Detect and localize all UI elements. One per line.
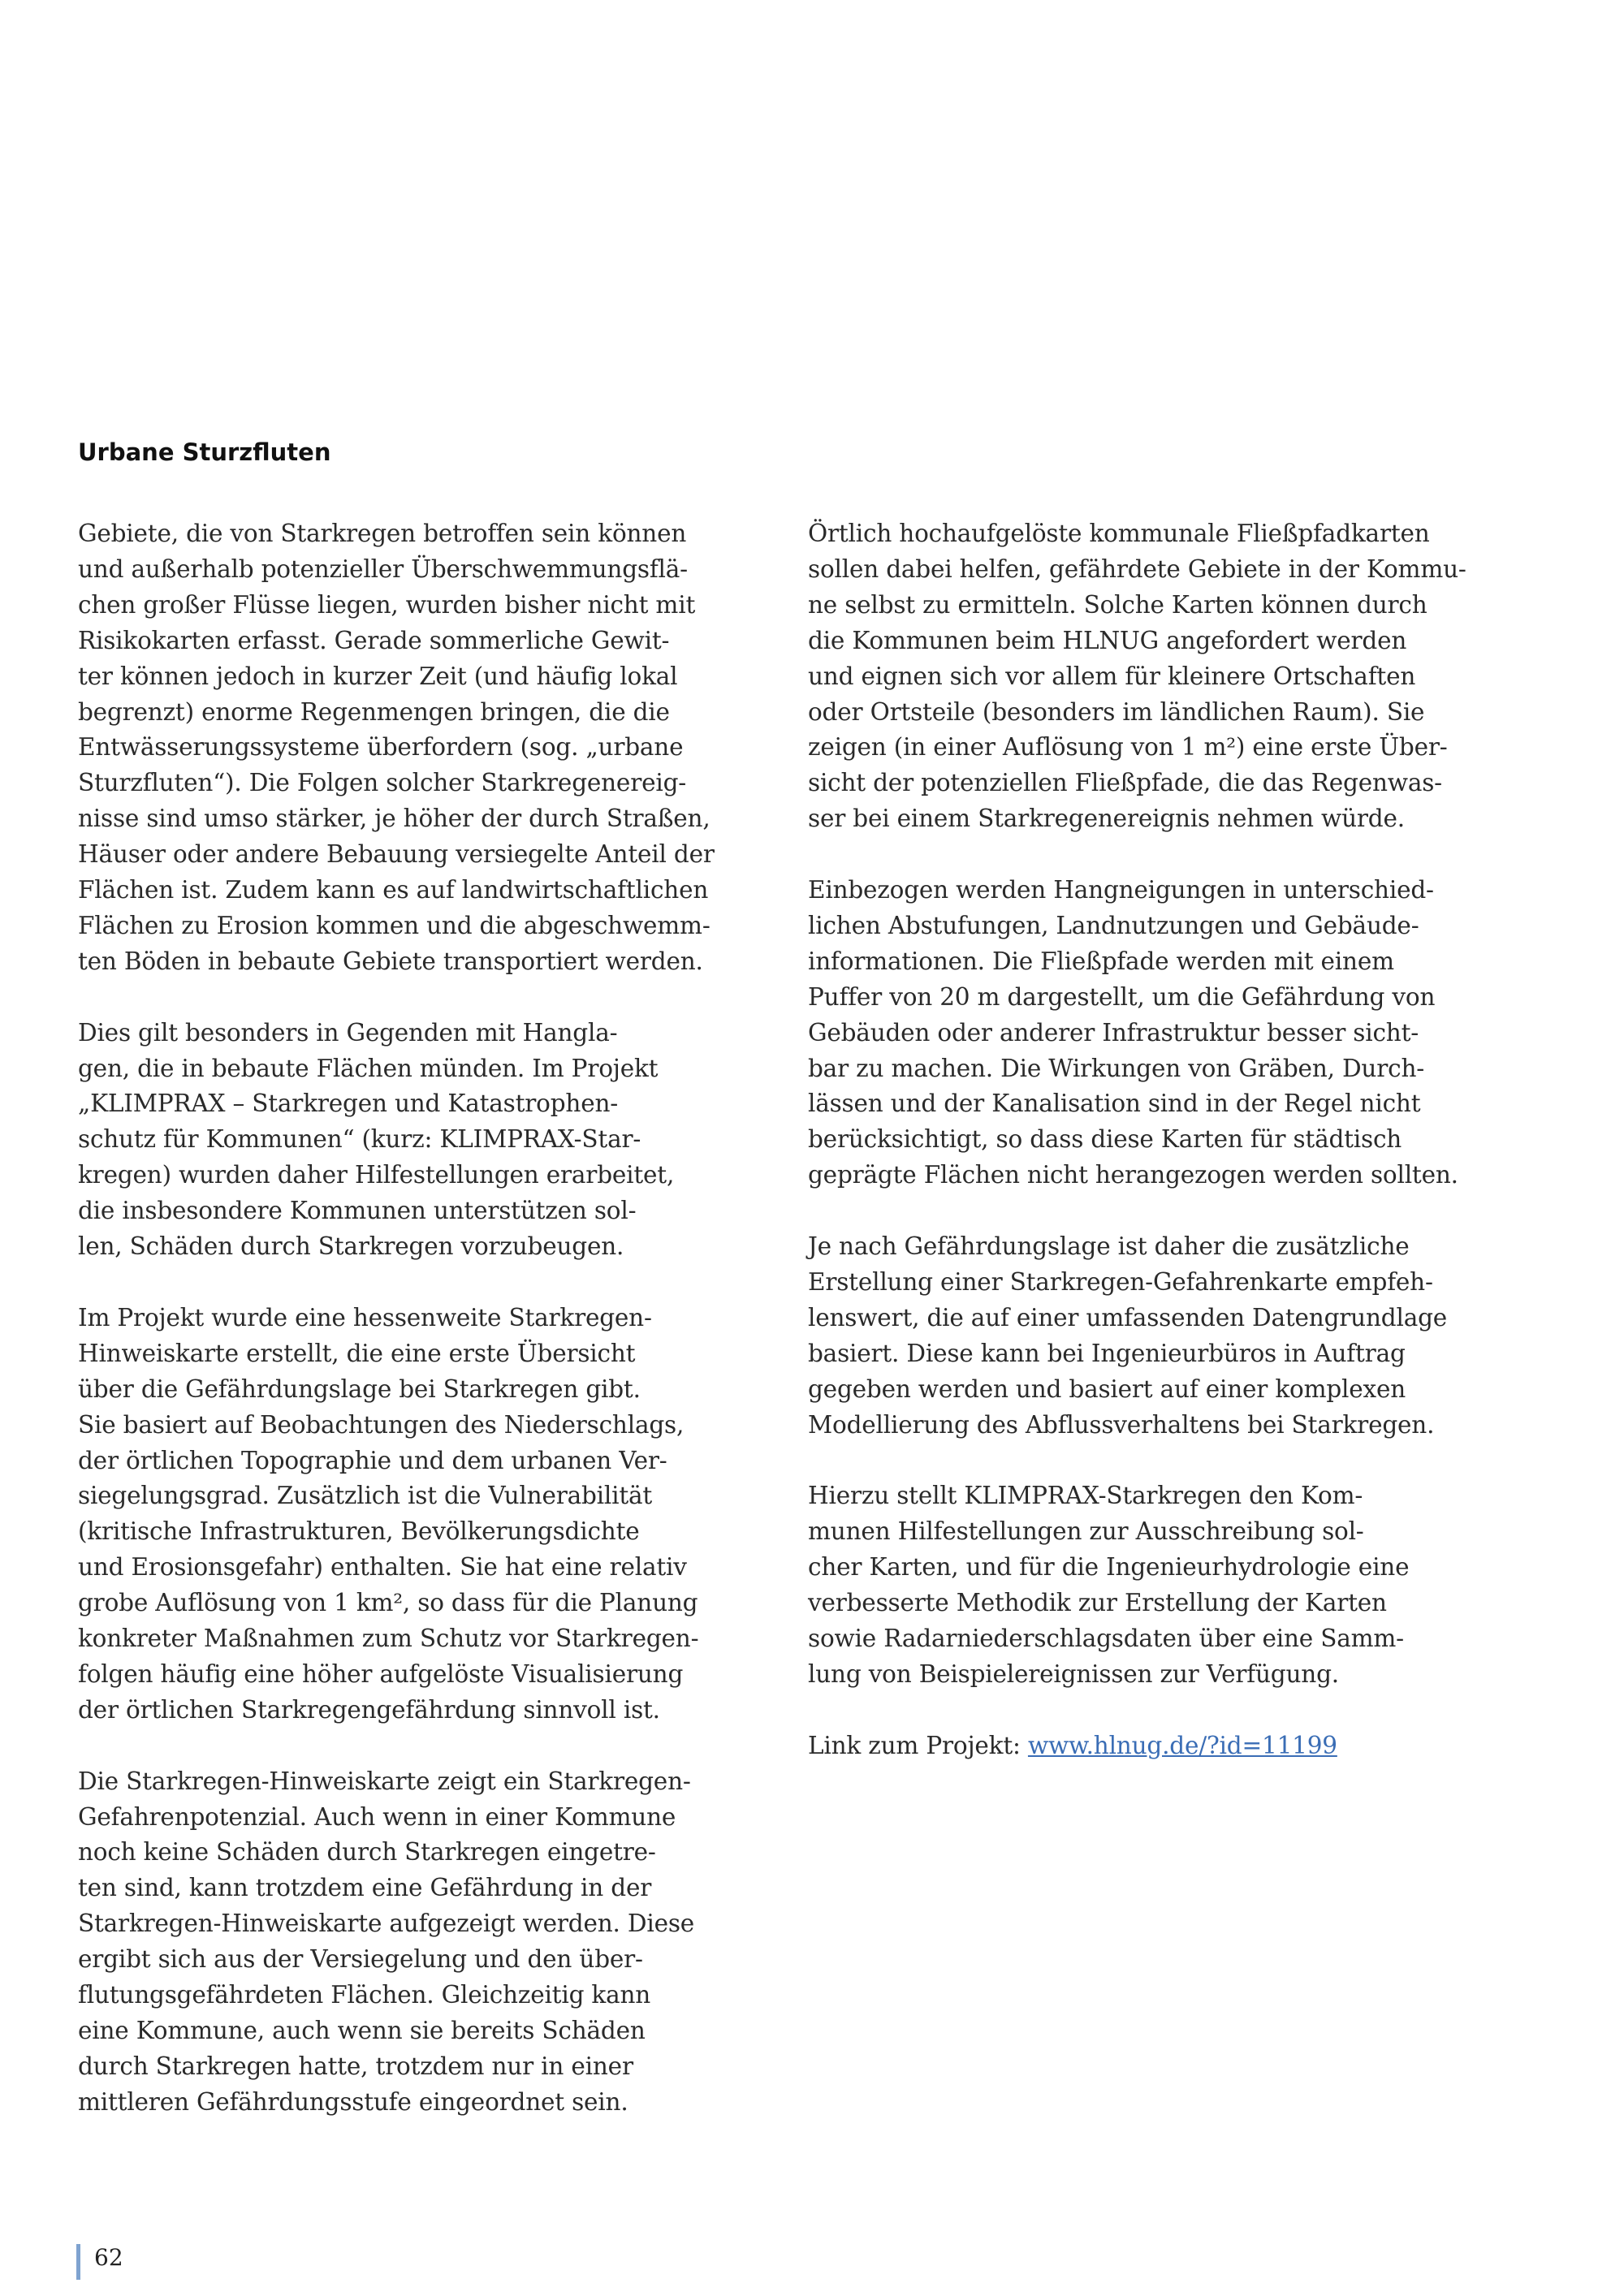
text-line: verbesserte Methodik zur Erstellung der Karten (808, 1589, 1387, 1617)
text-line: Risikokarten erfasst. Gerade sommerliche Gewit- (78, 626, 670, 654)
text-line: „KLIMPRAX – Starkregen und Katastrophen- (78, 1090, 619, 1118)
text-line: noch keine Schäden durch Starkregen eingetre- (78, 1838, 656, 1867)
text-line: lässen und der Kanalisation sind in der Regel nicht (808, 1090, 1421, 1118)
text-line: Modellierung des Abflussverhaltens bei Starkregen. (808, 1410, 1435, 1439)
text-line: Flächen ist. Zudem kann es auf landwirtschaftlichen (78, 876, 709, 904)
text-line: ergibt sich aus der Versiegelung und den über- (78, 1945, 643, 1974)
text-line: über die Gefährdungslage bei Starkregen gibt. (78, 1375, 641, 1403)
text-line: Gebiete, die von Starkregen betroffen sein können (78, 520, 687, 547)
text-line: Hierzu stellt KLIMPRAX-Starkregen den Kom- (808, 1482, 1363, 1510)
text-line: die Kommunen beim HLNUG angefordert werden (808, 626, 1407, 654)
text-line: munen Hilfestellungen zur Ausschreibung sol- (808, 1517, 1364, 1546)
text-line: mittleren Gefährdungsstufe eingeordnet sein. (78, 2087, 628, 2116)
text-line: begrenzt) enorme Regenmengen bringen, die die (78, 697, 670, 726)
text-line: eine Kommune, auch wenn sie bereits Schäden (78, 2017, 646, 2045)
text-line: ten sind, kann trotzdem eine Gefährdung in der (78, 1874, 652, 1902)
text-line: und Erosionsgefahr) enthalten. Sie hat eine relativ (78, 1553, 687, 1582)
text-line: ser bei einem Starkregenereignis nehmen würde. (808, 805, 1405, 833)
text-line: Sie basiert auf Beobachtungen des Niederschlags, (78, 1410, 685, 1439)
text-line: siegelungsgrad. Zusätzlich ist die Vulnerabilität (78, 1482, 653, 1510)
text-line: berücksichtigt, so dass diese Karten für städtisch (808, 1125, 1402, 1154)
text-line: lung von Beispielereignissen zur Verfügung. (808, 1659, 1339, 1688)
text-line: ne selbst zu ermitteln. Solche Karten können durch (808, 590, 1427, 619)
right-paragraph (808, 1229, 1522, 1443)
text-line: Örtlich hochaufgelöste kommunale Fließpfadkarten (808, 520, 1430, 547)
text-line: und eignen sich vor allem für kleinere Ortschaften (808, 662, 1416, 690)
page-number-bar (76, 2244, 80, 2280)
project-link-label: Link zum Projekt: (808, 1731, 1028, 1759)
text-line: ter können jedoch in kurzer Zeit (und häufig lokal (78, 662, 678, 690)
right-paragraph (808, 1478, 1522, 1692)
text-line: Je nach Gefährdungslage ist daher die zusätzliche (808, 1232, 1410, 1261)
text-line: geprägte Flächen nicht herangezogen werden sollten. (808, 1161, 1458, 1189)
right-paragraph (808, 873, 1522, 1193)
text-line: Flächen zu Erosion kommen und die abgeschwemm- (78, 911, 710, 939)
left-column (78, 516, 793, 2156)
text-line: Im Projekt wurde eine hessenweite Starkregen- (78, 1303, 652, 1331)
text-line: Sturzfluten“). Die Folgen solcher Starkregenereig- (78, 769, 687, 797)
text-line: und außerhalb potenzieller Überschwemmungsflä- (78, 555, 688, 583)
text-line: len, Schäden durch Starkregen vorzubeugen. (78, 1232, 624, 1261)
text-line: die insbesondere Kommunen unterstützen sol- (78, 1197, 637, 1225)
text-line: Gefahrenpotenzial. Auch wenn in einer Kommune (78, 1802, 676, 1831)
text-line: grobe Auflösung von 1 km², so dass für die Planung (78, 1589, 698, 1617)
text-line: der örtlichen Starkregengefährdung sinnvoll ist. (78, 1695, 660, 1724)
text-line: chen großer Flüsse liegen, wurden bisher nicht mit (78, 590, 696, 619)
text-line: zeigen (in einer Auflösung von 1 m²) eine erste Über- (808, 733, 1448, 762)
text-line: sowie Radarniederschlagsdaten über eine Samm- (808, 1625, 1404, 1653)
text-line: sollen dabei helfen, gefährdete Gebiete in der Kommu- (808, 555, 1466, 583)
text-line: nisse sind umso stärker, je höher der durch Straßen, (78, 805, 710, 833)
text-line: flutungsgefährdeten Flächen. Gleichzeitig kann (78, 1981, 651, 2009)
left-paragraph (78, 516, 793, 980)
text-line: lenswert, die auf einer umfassenden Datengrundlage (808, 1303, 1448, 1331)
project-link-paragraph (808, 1728, 1522, 1764)
page-number: 62 (94, 2244, 123, 2271)
text-line: der örtlichen Topographie und dem urbanen Ver- (78, 1446, 667, 1474)
text-line: gen, die in bebaute Flächen münden. Im Projekt (78, 1054, 659, 1082)
text-line: informationen. Die Fließpfade werden mit einem (808, 947, 1394, 975)
text-line: konkreter Maßnahmen zum Schutz vor Starkregen- (78, 1625, 699, 1653)
text-line: ten Böden in bebaute Gebiete transportiert werden. (78, 947, 703, 975)
text-line: Häuser oder andere Bebauung versiegelte Anteil der (78, 840, 715, 869)
section-heading: Urbane Sturzfluten (78, 438, 331, 466)
text-line: Hinweiskarte erstellt, die eine erste Übersicht (78, 1339, 636, 1367)
text-line: oder Ortsteile (besonders im ländlichen Raum). Sie (808, 697, 1425, 726)
text-line: sicht der potenziellen Fließpfade, die das Regenwas- (808, 769, 1442, 797)
right-column (808, 516, 1522, 1800)
text-line: durch Starkregen hatte, trotzdem nur in einer (78, 2052, 633, 2080)
text-line: basiert. Diese kann bei Ingenieurbüros in Auftrag (808, 1339, 1406, 1367)
text-line: Starkregen-Hinweiskarte aufgezeigt werden. Diese (78, 1910, 695, 1938)
left-paragraph (78, 1301, 793, 1728)
left-paragraph (78, 1764, 793, 2121)
text-line: (kritische Infrastrukturen, Bevölkerungsdichte (78, 1517, 640, 1546)
text-line: Erstellung einer Starkregen-Gefahrenkarte empfeh- (808, 1268, 1433, 1296)
text-line: Gebäuden oder anderer Infrastruktur besser sicht- (808, 1018, 1419, 1047)
text-line: Puffer von 20 m dargestellt, um die Gefährdung von (808, 982, 1436, 1011)
text-line: Einbezogen werden Hangneigungen in unterschied- (808, 876, 1434, 904)
right-paragraph (808, 516, 1522, 837)
text-line: Dies gilt besonders in Gegenden mit Hangla- (78, 1018, 618, 1047)
text-line: bar zu machen. Die Wirkungen von Gräben, Durch- (808, 1054, 1425, 1082)
left-paragraph (78, 1016, 793, 1265)
text-line: Die Starkregen-Hinweiskarte zeigt ein Starkregen- (78, 1767, 691, 1795)
text-line: gegeben werden und basiert auf einer komplexen (808, 1375, 1406, 1403)
text-line: Entwässerungssysteme überfordern (sog. „urbane (78, 733, 684, 762)
text-line: kregen) wurden daher Hilfestellungen erarbeitet, (78, 1161, 675, 1189)
project-link[interactable]: www.hlnug.de/?id=11199 (1027, 1731, 1337, 1759)
text-line: lichen Abstufungen, Landnutzungen und Gebäude- (808, 911, 1419, 939)
text-line: schutz für Kommunen“ (kurz: KLIMPRAX-Star- (78, 1125, 641, 1154)
text-line: cher Karten, und für die Ingenieurhydrologie eine (808, 1553, 1410, 1582)
text-line: folgen häufig eine höher aufgelöste Visualisierung (78, 1659, 684, 1688)
